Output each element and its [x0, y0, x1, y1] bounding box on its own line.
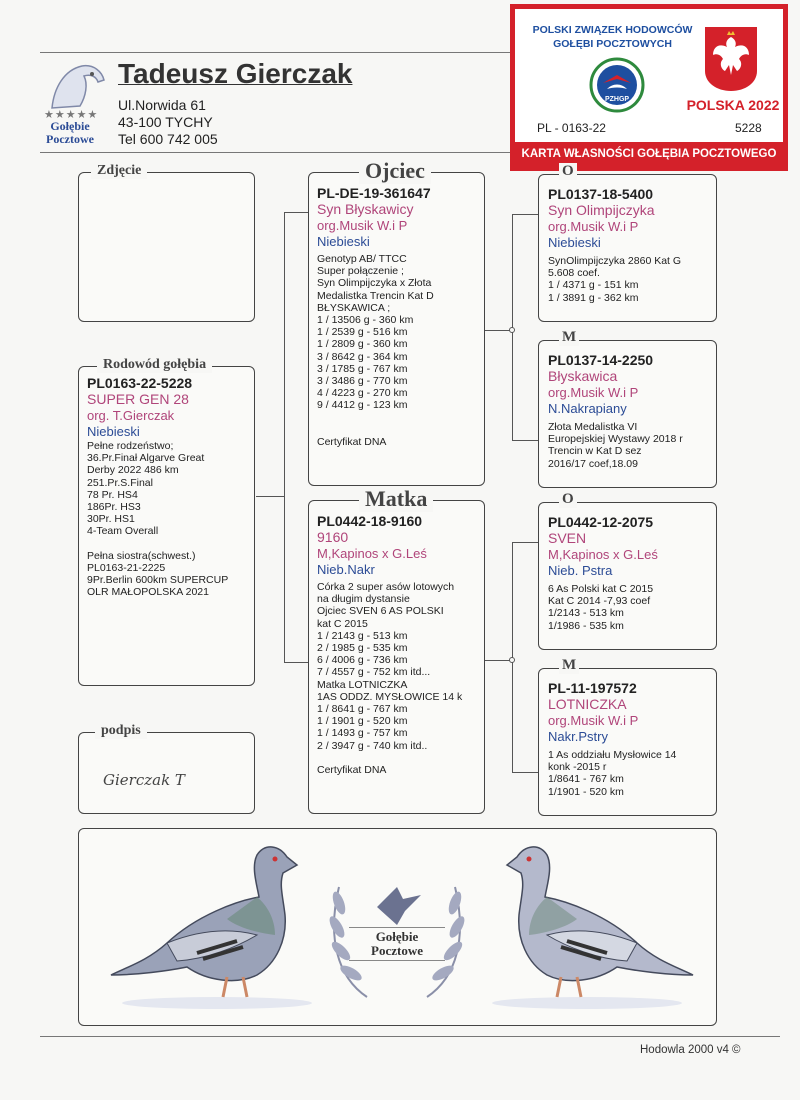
ownership-card	[510, 4, 788, 171]
emblem-text: PZHGP	[604, 96, 630, 103]
fm-description: Złota Medalistka VI Europejskiej Wystawy 2018 r Trencin w Kat D sez 2016/17 coef,18.09	[548, 421, 683, 470]
signature-text: Gierczak T	[103, 771, 185, 789]
mf-label: O	[559, 491, 577, 508]
ff-origin: org.Musik W.i P	[548, 219, 639, 234]
card-header-2: GOŁĘBI POCZTOWYCH	[553, 38, 672, 50]
fm-color: N.Nakrapiany	[548, 401, 627, 416]
bird-name: SUPER GEN 28	[87, 391, 189, 407]
mm-color: Nakr.Pstry	[548, 729, 608, 744]
mother-ring: PL0442-18-9160	[317, 513, 423, 529]
footer-version: Hodowla 2000 v4 ©	[640, 1044, 741, 1056]
father-father-box	[538, 163, 717, 322]
owner-phone: Tel 600 742 005	[118, 131, 218, 147]
father-name: Syn Błyskawicy	[317, 201, 414, 217]
mm-origin: org.Musik W.i P	[548, 713, 639, 728]
father-ring: PL-DE-19-361647	[317, 185, 431, 201]
mother-label: Matka	[359, 486, 433, 512]
logo-stars: ★★★★★	[44, 109, 99, 121]
mother-father-box	[538, 491, 717, 650]
mother-description: Córka 2 super asów lotowych na długim dystansie Ojciec SVEN 6 AS POLSKI kat C 2015 1 / 2143 g - 513 km 2 / 1985 g - 535 km 6 / 4006 g - 736 km 7 / 4557 g - 752 km itd... Matka LOTNICZKA 1AS ODDZ. MYSŁOWICE 14 k 1 / 8641 g - 767 km 1 / 1901 g - 520 km 1 / 1493 g - 757 km 2 / 3947 g - 740 km itd.. Certyfikat DNA	[317, 581, 463, 777]
mother-name: 9160	[317, 529, 349, 545]
mother-origin: M,Kapinos x G.Leś	[317, 546, 427, 561]
banner-emblem-text: Gołębie Pocztowe	[349, 927, 445, 961]
bird-ring: PL0163-22-5228	[87, 375, 193, 391]
mf-name: SVEN	[548, 530, 587, 546]
mm-label: M	[559, 657, 579, 674]
mf-ring: PL0442-12-2075	[548, 514, 654, 530]
ff-color: Niebieski	[548, 235, 601, 250]
pzhgp-emblem-icon	[587, 55, 647, 115]
photo-label: Zdjęcie	[91, 163, 147, 179]
signature-box	[78, 723, 255, 814]
signature-label: podpis	[95, 723, 147, 739]
mf-color: Nieb. Pstra	[548, 563, 613, 578]
card-footer: KARTA WŁASNOŚCI GOŁĘBIA POCZTOWEGO	[515, 142, 783, 166]
card-ring: PL - 0163-22	[537, 121, 606, 135]
mf-origin: M,Kapinos x G.Leś	[548, 547, 658, 562]
father-box	[308, 158, 485, 486]
pigeon-head-icon	[42, 58, 112, 113]
pigeon-left-icon	[107, 835, 327, 1010]
owner-address-2: 43-100 TYCHY	[118, 114, 213, 130]
ff-label: O	[559, 163, 577, 180]
pedigree-label: Rodowód gołębia	[97, 357, 212, 373]
card-number: 5228	[735, 121, 762, 135]
pigeon-right-icon	[477, 835, 697, 1010]
mother-mother-box	[538, 657, 717, 816]
polish-eagle-icon	[703, 25, 759, 93]
father-origin: org.Musik W.i P	[317, 218, 408, 233]
father-description: Genotyp AB/ TTCC Super połączenie ; Syn Olimpijczyka x Złota Medalistka Trencin Kat D BŁYSKAWICA ; 1 / 13506 g - 360 km 1 / 2539 g - 516 km 1 / 2809 g - 360 km 3 / 8642 g - 364 km 3 / 1785 g - 767 km 3 / 3486 g - 770 km 4 / 4223 g - 270 km 9 / 4412 g - 123 km Certyfikat DNA	[317, 253, 434, 449]
father-label: Ojciec	[359, 158, 431, 184]
ff-description: SynOlimpijczyka 2860 Kat G 5.608 coef. 1 / 4371 g - 151 km 1 / 3891 g - 362 km	[548, 255, 682, 304]
mm-description: 1 As oddziału Mysłowice 14 konk -2015 r 1/8641 - 767 km 1/1901 - 520 km	[548, 749, 677, 798]
father-mother-box	[538, 329, 717, 488]
ff-name: Syn Olimpijczyka	[548, 202, 655, 218]
fm-label: M	[559, 329, 579, 346]
mm-ring: PL-11-197572	[548, 680, 637, 696]
pigeon-banner	[78, 828, 717, 1026]
owner-logo	[42, 58, 112, 148]
logo-text: Gołębie Pocztowe	[46, 119, 94, 146]
mother-box	[308, 486, 485, 814]
owner-address-1: Ul.Norwida 61	[118, 97, 206, 113]
bird-description: Pełne rodzeństwo; 36.Pr.Finał Algarve Great Derby 2022 486 km 251.Pr.S.Final 78 Pr. HS4 186Pr. HS3 30Pr. HS1 4-Team Overall Pełna siostra(schwest.) PL0163-21-2225 9Pr.Berlin 600km SUPERCUP OLR MAŁOPOLSKA 2021	[87, 440, 229, 599]
bird-box	[78, 357, 255, 686]
card-header-1: POLSKI ZWIĄZEK HODOWCÓW	[532, 24, 693, 36]
fm-ring: PL0137-14-2250	[548, 352, 654, 368]
ff-ring: PL0137-18-5400	[548, 186, 654, 202]
connector-bird-parents	[284, 212, 285, 662]
owner-name: Tadeusz Gierczak	[118, 58, 353, 89]
fm-origin: org.Musik W.i P	[548, 385, 639, 400]
fm-name: Błyskawica	[548, 368, 618, 384]
bird-origin: org. T.Gierczak	[87, 408, 175, 423]
card-country: POLSKA 2022	[686, 97, 780, 113]
mf-description: 6 As Polski kat C 2015 Kat C 2014 -7,93 coef 1/2143 - 513 km 1/1986 - 535 km	[548, 583, 654, 632]
mm-name: LOTNICZKA	[548, 696, 627, 712]
photo-box	[78, 163, 255, 322]
mother-color: Nieb.Nakr	[317, 562, 375, 577]
bird-color: Niebieski	[87, 424, 140, 439]
father-color: Niebieski	[317, 234, 370, 249]
